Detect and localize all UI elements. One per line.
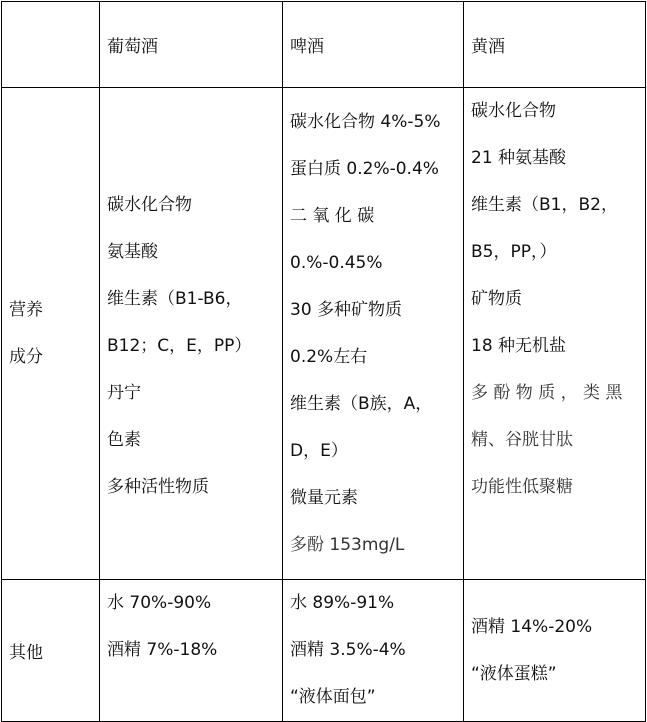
list-item: 丹宁 [107, 383, 141, 403]
wine-other-cell [100, 580, 283, 722]
list-item: 0.2%左右 [290, 346, 368, 367]
list-item: 维生素（B1-B6， [107, 289, 243, 309]
list-item: 酒精 7%-18% [107, 640, 218, 660]
list-item: 酒精 3.5%-4% [290, 640, 406, 660]
list-item: 水 70%-90% [107, 593, 212, 613]
row-label-line: 成分 [9, 346, 43, 367]
header-cell-wine: 葡萄酒 [100, 2, 283, 88]
list-item: 18 种无机盐 [471, 336, 567, 356]
comparison-table [1, 1, 646, 722]
huangjiu-nutrition-cell [464, 88, 646, 580]
list-item: B12；C，E，PP） [107, 336, 252, 356]
list-item: 微量元素 [290, 487, 358, 508]
nutrition-label-cell [2, 88, 100, 580]
list-item: 多种活性物质 [107, 477, 209, 497]
list-item: 0.%-0.45% [290, 252, 383, 273]
header-cell-huangjiu: 黄酒 [464, 2, 646, 88]
list-item: 碳水化合物 4%-5% [290, 111, 441, 132]
list-item: 二 氧 化 碳 [290, 205, 375, 226]
list-item: 精、谷胱甘肽 [471, 430, 573, 450]
list-item: 氨基酸 [107, 242, 158, 262]
header-cell-empty [2, 2, 100, 88]
list-item: 多 酚 物 质 ， 类 黑 [471, 383, 623, 403]
list-item: 水 89%-91% [290, 593, 395, 613]
other-row [2, 580, 646, 722]
list-item: 多酚 153mg/L [290, 534, 405, 555]
list-item: 维生素（B族，A， [290, 393, 433, 414]
list-item: B5，PP，） [471, 242, 557, 262]
list-item: D，E） [290, 440, 348, 461]
nutrition-row [2, 88, 646, 580]
list-item: 功能性低聚糖 [471, 477, 573, 497]
list-item: 矿物质 [471, 289, 522, 309]
list-item: 酒精 14%-20% [471, 616, 593, 637]
list-item: “液体蛋糕” [471, 663, 557, 684]
list-item: 维生素（B1，B2， [471, 195, 618, 215]
list-item: 30 多种矿物质 [290, 299, 403, 320]
beer-nutrition-cell [283, 88, 464, 580]
list-item: 碳水化合物 [107, 195, 192, 215]
list-item: “液体面包” [290, 687, 376, 707]
list-item: 21 种氨基酸 [471, 148, 567, 168]
wine-nutrition-cell [100, 88, 283, 580]
list-item: 色素 [107, 430, 141, 450]
row-label-line: 营养 [9, 299, 43, 320]
list-item: 蛋白质 0.2%-0.4% [290, 158, 439, 179]
header-row [2, 2, 646, 88]
beer-other-cell [283, 580, 464, 722]
header-cell-beer: 啤酒 [283, 2, 464, 88]
other-label-cell: 其他 [2, 580, 100, 722]
list-item: 碳水化合物 [471, 101, 556, 121]
huangjiu-other-cell [464, 580, 646, 722]
